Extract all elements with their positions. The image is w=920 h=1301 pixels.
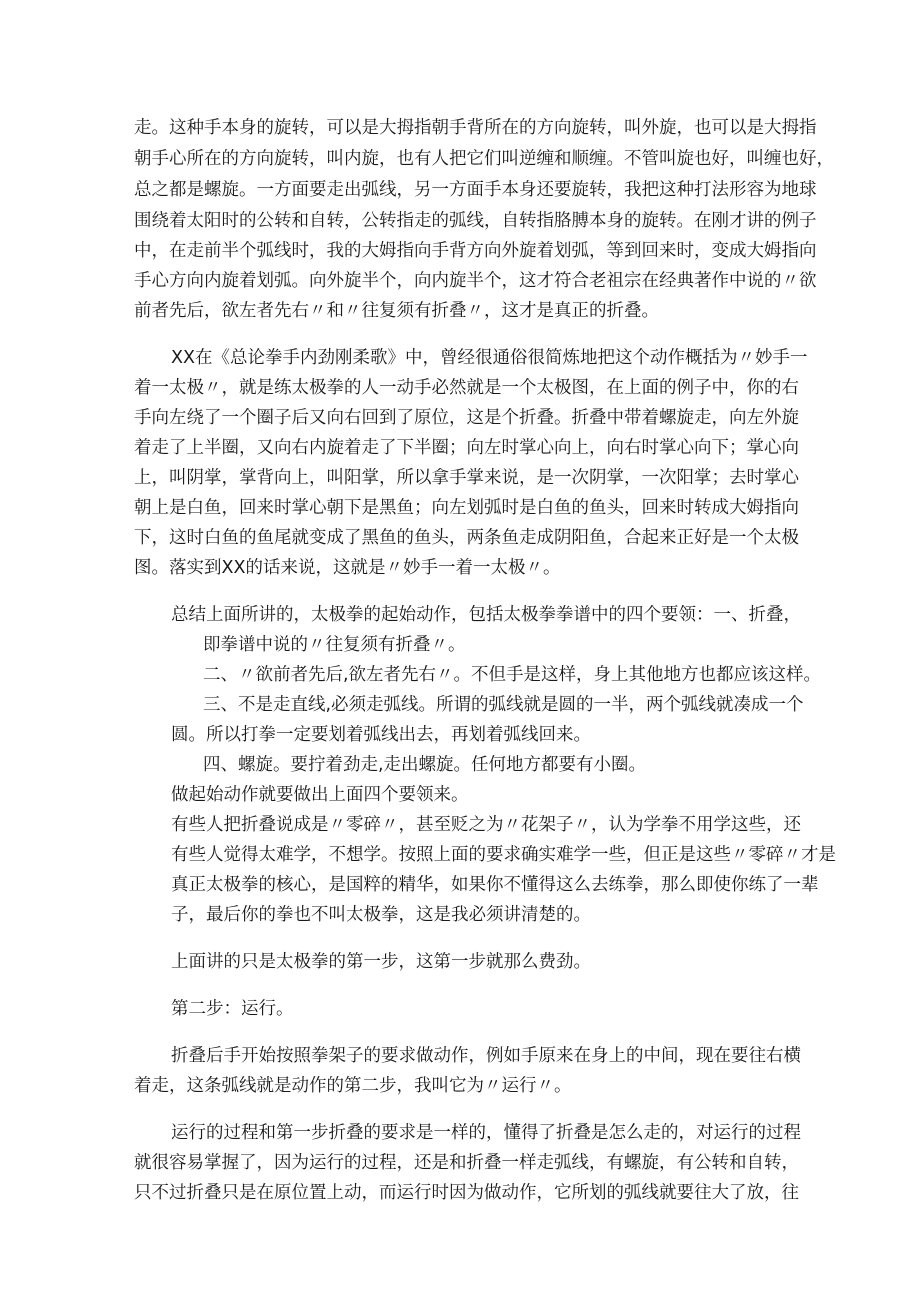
text-line: 上面讲的只是太极拳的第一步，这第一步就那么费劲。 bbox=[171, 952, 591, 972]
text-line: 二、〃欲前者先后,欲左者先右〃。不但手是这样，身上其他地方也都应该这样。 bbox=[203, 665, 822, 685]
text-line: 着走了上半圈，又向右内旋着走了下半圈；向左时掌心向上，向右时掌心向下；掌心向 bbox=[134, 438, 799, 458]
text-line: 子，最后你的拳也不叫太极拳，这是我必须讲清楚的。 bbox=[171, 905, 591, 925]
text-line: 图。落实到XX的话来说，这就是〃妙手一着一太极〃。 bbox=[134, 558, 561, 578]
text-line: 真正太极拳的核心，是国粹的精华，如果你不懂得这么去练拳，那么即使你练了一辈 bbox=[171, 875, 819, 895]
text-line: 总之都是螺旋。一方面要走出弧线，另一方面手本身还要旋转，我把这种打法形容为地球 bbox=[134, 180, 817, 200]
text-line: 即拳谱中说的〃往复须有折叠〃。 bbox=[203, 635, 466, 655]
text-line: 运行的过程和第一步折叠的要求是一样的，懂得了折叠是怎么走的，对运行的过程 bbox=[171, 1123, 801, 1143]
text-line: 上，叫阴掌，掌背向上，叫阳掌，所以拿手掌来说，是一次阴掌，一次阳掌；去时掌心 bbox=[134, 468, 799, 488]
text-line: 总结上面所讲的，太极拳的起始动作，包括太极拳拳谱中的四个要领：一、折叠， bbox=[171, 605, 801, 625]
text-line: 手心方向内旋着划弧。向外旋半个，向内旋半个，这才符合老祖宗在经典著作中说的〃欲 bbox=[134, 271, 817, 291]
text-line: 手向左绕了一个圈子后又向右回到了原位，这是个折叠。折叠中带着螺旋走，向左外旋 bbox=[134, 408, 799, 428]
text-line: 就很容易掌握了，因为运行的过程，还是和折叠一样走弧线，有螺旋，有公转和自转， bbox=[134, 1153, 799, 1173]
text-line: 下，这时白鱼的鱼尾就变成了黑鱼的鱼头，两条鱼走成阴阳鱼，合起来正好是一个太极 bbox=[134, 528, 799, 548]
text-line: 围绕着太阳时的公转和自转，公转指走的弧线，自转指胳膊本身的旋转。在刚才讲的例子 bbox=[134, 211, 817, 231]
text-line: 走。这种手本身的旋转，可以是大拇指朝手背所在的方向旋转，叫外旋，也可以是大拇指 bbox=[134, 118, 817, 138]
text-line: 着走，这条弧线就是动作的第二步，我叫它为〃运行〃。 bbox=[134, 1076, 572, 1096]
text-line: 圆。所以打拳一定要划着弧线出去，再划着弧线回来。 bbox=[171, 725, 591, 745]
text-line: 有些人把折叠说成是〃零碎〃，甚至贬之为〃花架子〃，认为学拳不用学这些，还 bbox=[171, 815, 801, 835]
text-line: 中，在走前半个弧线时，我的大姆指向手背方向外旋着划弧，等到回来时，变成大姆指向 bbox=[134, 241, 817, 261]
section-heading: 第二步：运行。 bbox=[171, 999, 294, 1019]
text-line: 三、不是走直线,必须走弧线。所谓的弧线就是圆的一半，两个弧线就凑成一个 bbox=[203, 695, 804, 715]
text-line: 折叠后手开始按照拳架子的要求做动作，例如手原来在身上的中间，现在要往右横 bbox=[171, 1046, 801, 1066]
text-line: 前者先后，欲左者先右〃和〃往复须有折叠〃，这才是真正的折叠。 bbox=[134, 301, 659, 321]
text-line: 有些人觉得太难学，不想学。按照上面的要求确实难学一些，但正是这些〃零碎〃才是 bbox=[171, 845, 836, 865]
text-line: XX在《总论拳手内劲刚柔歌》中，曾经很通俗很简炼地把这个动作概括为〃妙手一 bbox=[171, 348, 808, 368]
text-line: 做起始动作就要做出上面四个要领来。 bbox=[171, 785, 469, 805]
text-line: 朝上是白鱼，回来时掌心朝下是黑鱼；向左划弧时是白鱼的鱼头，回来时转成大姆指向 bbox=[134, 498, 799, 518]
text-line: 四、螺旋。要拧着劲走,走出螺旋。任何地方都要有小圈。 bbox=[203, 755, 647, 775]
text-line: 只不过折叠只是在原位置上动，而运行时因为做动作，它所划的弧线就要往大了放，往 bbox=[134, 1183, 799, 1203]
text-line: 着一太极〃，就是练太极拳的人一动手必然就是一个太极图，在上面的例子中，你的右 bbox=[134, 378, 799, 398]
text-line: 朝手心所在的方向旋转，叫内旋，也有人把它们叫逆缠和顺缠。不管叫旋也好，叫缠也好， bbox=[134, 149, 834, 169]
